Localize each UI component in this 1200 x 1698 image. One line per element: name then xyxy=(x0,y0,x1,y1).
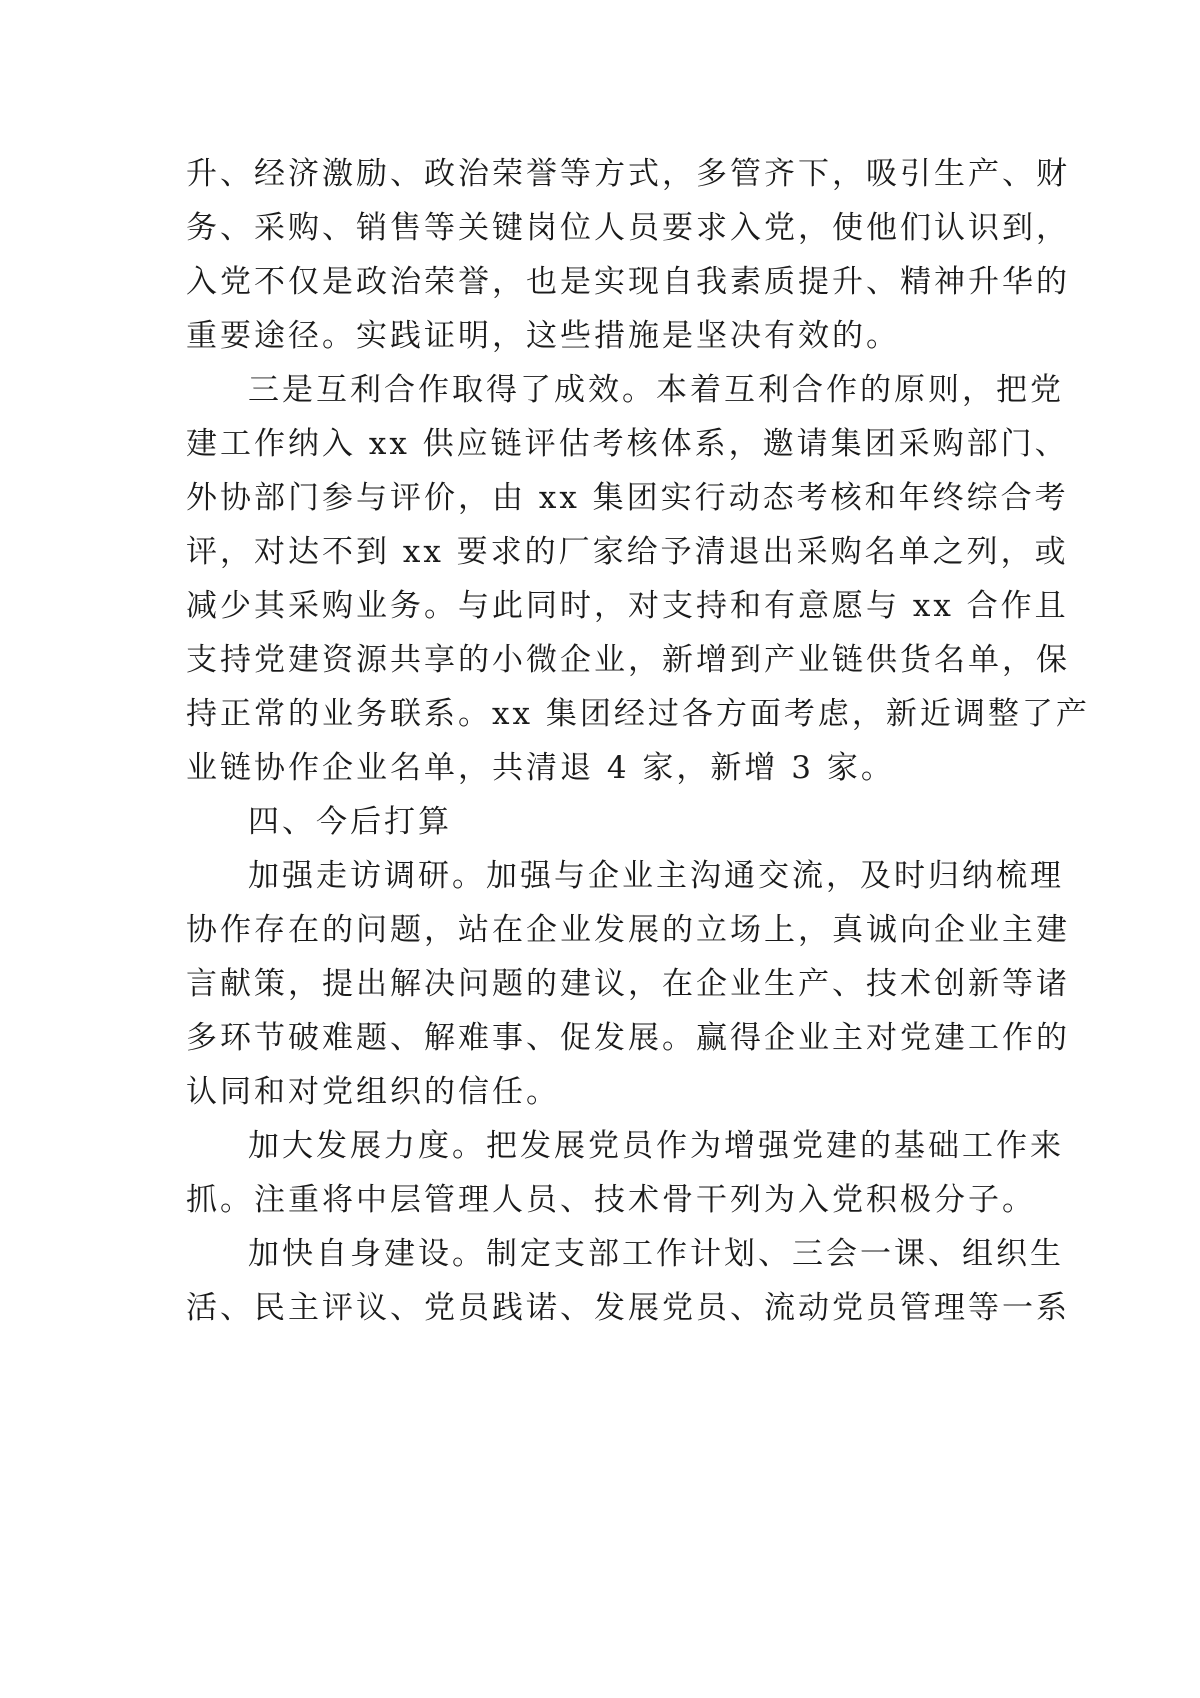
document-page xyxy=(186,147,1090,1335)
paragraph-self-building xyxy=(186,1227,1070,1335)
text-line: 活、民主评议、党员践诺、发展党员、流动党员管理等一系 xyxy=(186,1290,1070,1326)
text-line: 加快自身建设。制定支部工作计划、三会一课、组织生 xyxy=(248,1236,1064,1272)
text-line: 支持党建资源共享的小微企业，新增到产业链供货名单，保 xyxy=(186,642,1070,678)
text-line: 业链协作企业名单，共清退 4 家，新增 3 家。 xyxy=(186,750,895,786)
section-heading xyxy=(186,795,1026,849)
text-line: 升、经济激励、政治荣誉等方式，多管齐下，吸引生产、财 xyxy=(186,156,1070,192)
text-line: 认同和对党组织的信任。 xyxy=(186,1074,560,1110)
text-line: 建工作纳入 xx 供应链评估考核体系，邀请集团采购部门、 xyxy=(186,426,1069,462)
paragraph-continuation xyxy=(186,147,1070,363)
paragraph-development xyxy=(186,1119,1064,1227)
text-line: 重要途径。实践证明，这些措施是坚决有效的。 xyxy=(186,318,900,354)
text-line: 持正常的业务联系。xx 集团经过各方面考虑，新近调整了产 xyxy=(186,696,1090,732)
paragraph-mutual-benefit xyxy=(186,363,1090,795)
text-line: 评，对达不到 xx 要求的厂家给予清退出采购名单之列，或 xyxy=(186,534,1069,570)
text-line: 加强走访调研。加强与企业主沟通交流，及时归纳梳理 xyxy=(248,858,1064,894)
text-line: 外协部门参与评价，由 xx 集团实行动态考核和年终综合考 xyxy=(186,480,1069,516)
text-line: 加大发展力度。把发展党员作为增强党建的基础工作来 xyxy=(248,1128,1064,1164)
text-line: 抓。注重将中层管理人员、技术骨干列为入党积极分子。 xyxy=(186,1182,1036,1218)
text-line: 入党不仅是政治荣誉，也是实现自我素质提升、精神升华的 xyxy=(186,264,1070,300)
text-line: 协作存在的问题，站在企业发展的立场上，真诚向企业主建 xyxy=(186,912,1070,948)
text-line: 三是互利合作取得了成效。本着互利合作的原则，把党 xyxy=(248,372,1064,408)
paragraph-visits xyxy=(186,849,1070,1119)
section-heading-text: 四、今后打算 xyxy=(248,804,452,840)
text-line: 务、采购、销售等关键岗位人员要求入党，使他们认识到， xyxy=(186,210,1070,246)
text-line: 减少其采购业务。与此同时，对支持和有意愿与 xx 合作且 xyxy=(186,588,1069,624)
text-line: 言献策，提出解决问题的建议，在企业生产、技术创新等诸 xyxy=(186,966,1070,1002)
text-line: 多环节破难题、解难事、促发展。赢得企业主对党建工作的 xyxy=(186,1020,1070,1056)
